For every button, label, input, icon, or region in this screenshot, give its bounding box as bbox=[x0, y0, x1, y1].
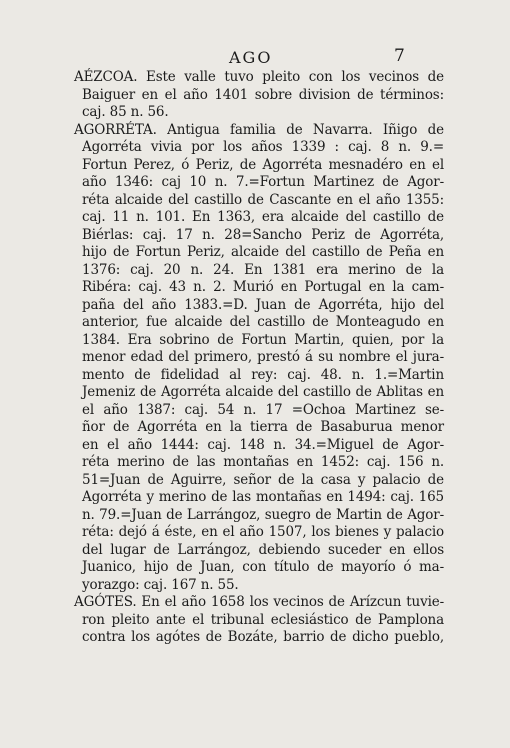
text-line: Jemeniz de Agorréta alcaide del castillo de Ablitas en bbox=[82, 384, 444, 400]
text-line: Fortun Perez, ó Periz, de Agorréta mesnadéro en el bbox=[82, 156, 444, 173]
text-line: caj. 11 n. 101. En 1363, era alcaide del castillo de bbox=[82, 209, 444, 225]
text-line: anterior, fue alcaide del castillo de Monteagudo en bbox=[82, 314, 444, 330]
text-line: Baiguer en el año 1401 sobre division de términos: bbox=[82, 86, 444, 103]
text-line: hijo de Fortun Periz, alcaide del castillo de Peña en bbox=[82, 244, 444, 260]
text-line: Juanico, hijo de Juan, con título de mayorío ó ma- bbox=[82, 559, 444, 575]
text-line: caj. 85 n. 56. bbox=[82, 104, 169, 120]
text-line: AÉZCOA. Este valle tuvo pleito con los vecinos de bbox=[74, 69, 444, 85]
text-line: el año 1387: caj. 54 n. 17 =Ochoa Martinez se- bbox=[82, 401, 444, 418]
text-line: Biérlas: caj. 17 n. 28=Sancho Periz de Agorréta, bbox=[82, 226, 444, 243]
text-line: ñor de Agorréta en la tierra de Basaburua menor bbox=[82, 419, 444, 435]
header-title: AGO bbox=[229, 48, 273, 67]
running-header bbox=[0, 46, 510, 70]
text-line: Agorréta y merino de las montañas en 1494: caj. 165 bbox=[82, 489, 444, 505]
text-line: 51=Juan de Aguirre, señor de la casa y palacio de bbox=[82, 471, 444, 488]
text-line: réta alcaide del castillo de Cascante en el año 1355: bbox=[82, 191, 444, 208]
text-line: ron pleito ante el tribunal eclesiástico de Pamplona bbox=[82, 611, 444, 628]
text-line: réta: dejó á éste, en el año 1507, los bienes y palacio bbox=[82, 524, 444, 540]
text-line: año 1346: caj 10 n. 7.=Fortun Martinez de Agor- bbox=[82, 174, 444, 190]
text-line: mento de fidelidad al rey: caj. 48. n. 1.=Martin bbox=[82, 366, 444, 383]
text-line: yorazgo: caj. 167 n. 55. bbox=[82, 576, 239, 593]
text-line: 1376: caj. 20 n. 24. En 1381 era merino de la bbox=[82, 261, 444, 278]
text-line: menor edad del primero, prestó á su nombre el jura- bbox=[82, 349, 444, 365]
text-line: réta merino de las montañas en 1452: caj. 156 n. bbox=[82, 454, 444, 470]
text-line: AGÓTES. En el año 1658 los vecinos de Arízcun tuvie- bbox=[74, 594, 444, 610]
body-text bbox=[74, 69, 444, 647]
text-line: 1384. Era sobrino de Fortun Martin, quien, por la bbox=[82, 331, 444, 348]
text-line: en el año 1444: caj. 148 n. 34.=Miguel de Agor- bbox=[82, 436, 444, 453]
text-line: n. 79.=Juan de Larrángoz, suegro de Martin de Agor- bbox=[82, 506, 444, 523]
text-line: Ribéra: caj. 43 n. 2. Murió en Portugal en la cam- bbox=[82, 279, 444, 295]
text-line: AGORRÉTA. Antigua familia de Navarra. Iñigo de bbox=[74, 121, 444, 138]
text-line: del lugar de Larrángoz, debiendo suceder en ellos bbox=[82, 541, 444, 558]
page-number: 7 bbox=[394, 46, 405, 66]
text-line: contra los agótes de Bozáte, barrio de dicho pueblo, bbox=[82, 629, 444, 645]
text-line: paña del año 1383.=D. Juan de Agorréta, hijo del bbox=[82, 296, 444, 313]
text-line: Agorréta vivia por los años 1339 : caj. 8 n. 9.= bbox=[82, 139, 444, 155]
